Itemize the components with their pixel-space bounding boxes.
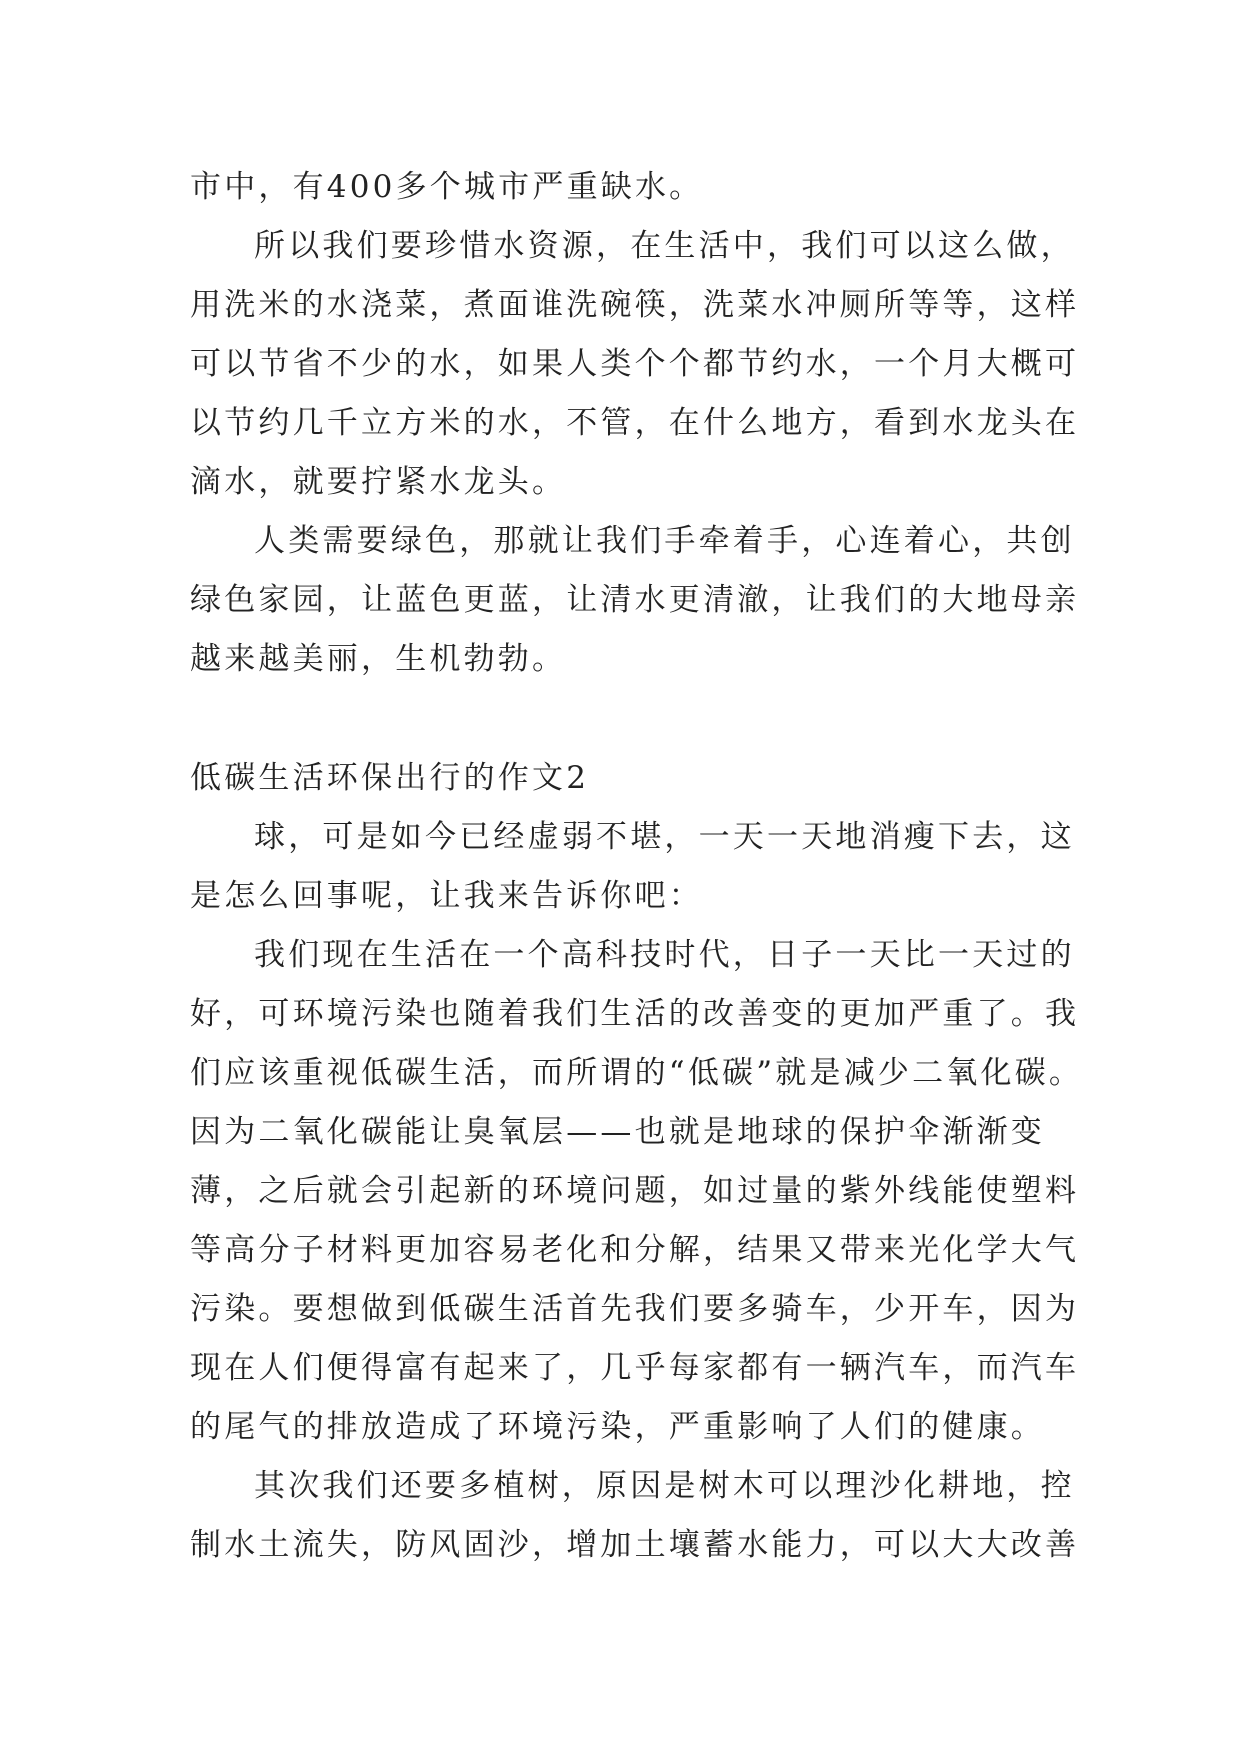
text-line: 好，可环境污染也随着我们生活的改善变的更加严重了。我 xyxy=(190,996,1080,1032)
paragraph-start: 人类需要绿色，那就让我们手牵着手，心连着心，共创 xyxy=(254,523,1075,559)
paragraph-start: 所以我们要珍惜水资源，在生活中，我们可以这么做， xyxy=(254,228,1075,264)
paragraph-start: 球，可是如今已经虚弱不堪，一天一天地消瘦下去，这 xyxy=(254,819,1075,855)
paragraph-start: 其次我们还要多植树，原因是树木可以理沙化耕地，控 xyxy=(254,1468,1075,1504)
paragraph-start: 我们现在生活在一个高科技时代，日子一天比一天过的 xyxy=(254,937,1075,973)
text-line: 的尾气的排放造成了环境污染，严重影响了人们的健康。 xyxy=(190,1409,1045,1445)
text-line: 现在人们便得富有起来了，几乎每家都有一辆汽车，而汽车 xyxy=(190,1350,1080,1386)
text-line: 可以节省不少的水，如果人类个个都节约水，一个月大概可 xyxy=(190,346,1080,382)
text-line: 等高分子材料更加容易老化和分解，结果又带来光化学大气 xyxy=(190,1232,1080,1268)
text-line: 以节约几千立方米的水，不管，在什么地方，看到水龙头在 xyxy=(190,405,1080,441)
text-line: 因为二氧化碳能让臭氧层——也就是地球的保护伞渐渐变 xyxy=(190,1114,1045,1150)
text-line: 用洗米的水浇菜，煮面谁洗碗筷，洗菜水冲厕所等等，这样 xyxy=(190,287,1080,323)
text-line: 们应该重视低碳生活，而所谓的“低碳”就是减少二氧化碳。 xyxy=(190,1055,1084,1091)
text-line: 制水土流失，防风固沙，增加土壤蓄水能力，可以大大改善 xyxy=(190,1527,1080,1563)
text-line: 绿色家园，让蓝色更蓝，让清水更清澈，让我们的大地母亲 xyxy=(190,582,1080,618)
text-line: 市中，有400多个城市严重缺水。 xyxy=(190,169,704,205)
text-line: 污染。要想做到低碳生活首先我们要多骑车，少开车，因为 xyxy=(190,1291,1080,1327)
text-line: 是怎么回事呢，让我来告诉你吧： xyxy=(190,878,703,914)
text-line: 越来越美丽，生机勃勃。 xyxy=(190,641,567,677)
section-gap xyxy=(190,689,1060,749)
section-heading: 低碳生活环保出行的作文2 xyxy=(190,760,590,796)
text-line: 薄，之后就会引起新的环境问题，如过量的紫外线能使塑料 xyxy=(190,1173,1080,1209)
document-body xyxy=(190,158,1084,1575)
text-line: 滴水，就要拧紧水龙头。 xyxy=(190,464,567,500)
